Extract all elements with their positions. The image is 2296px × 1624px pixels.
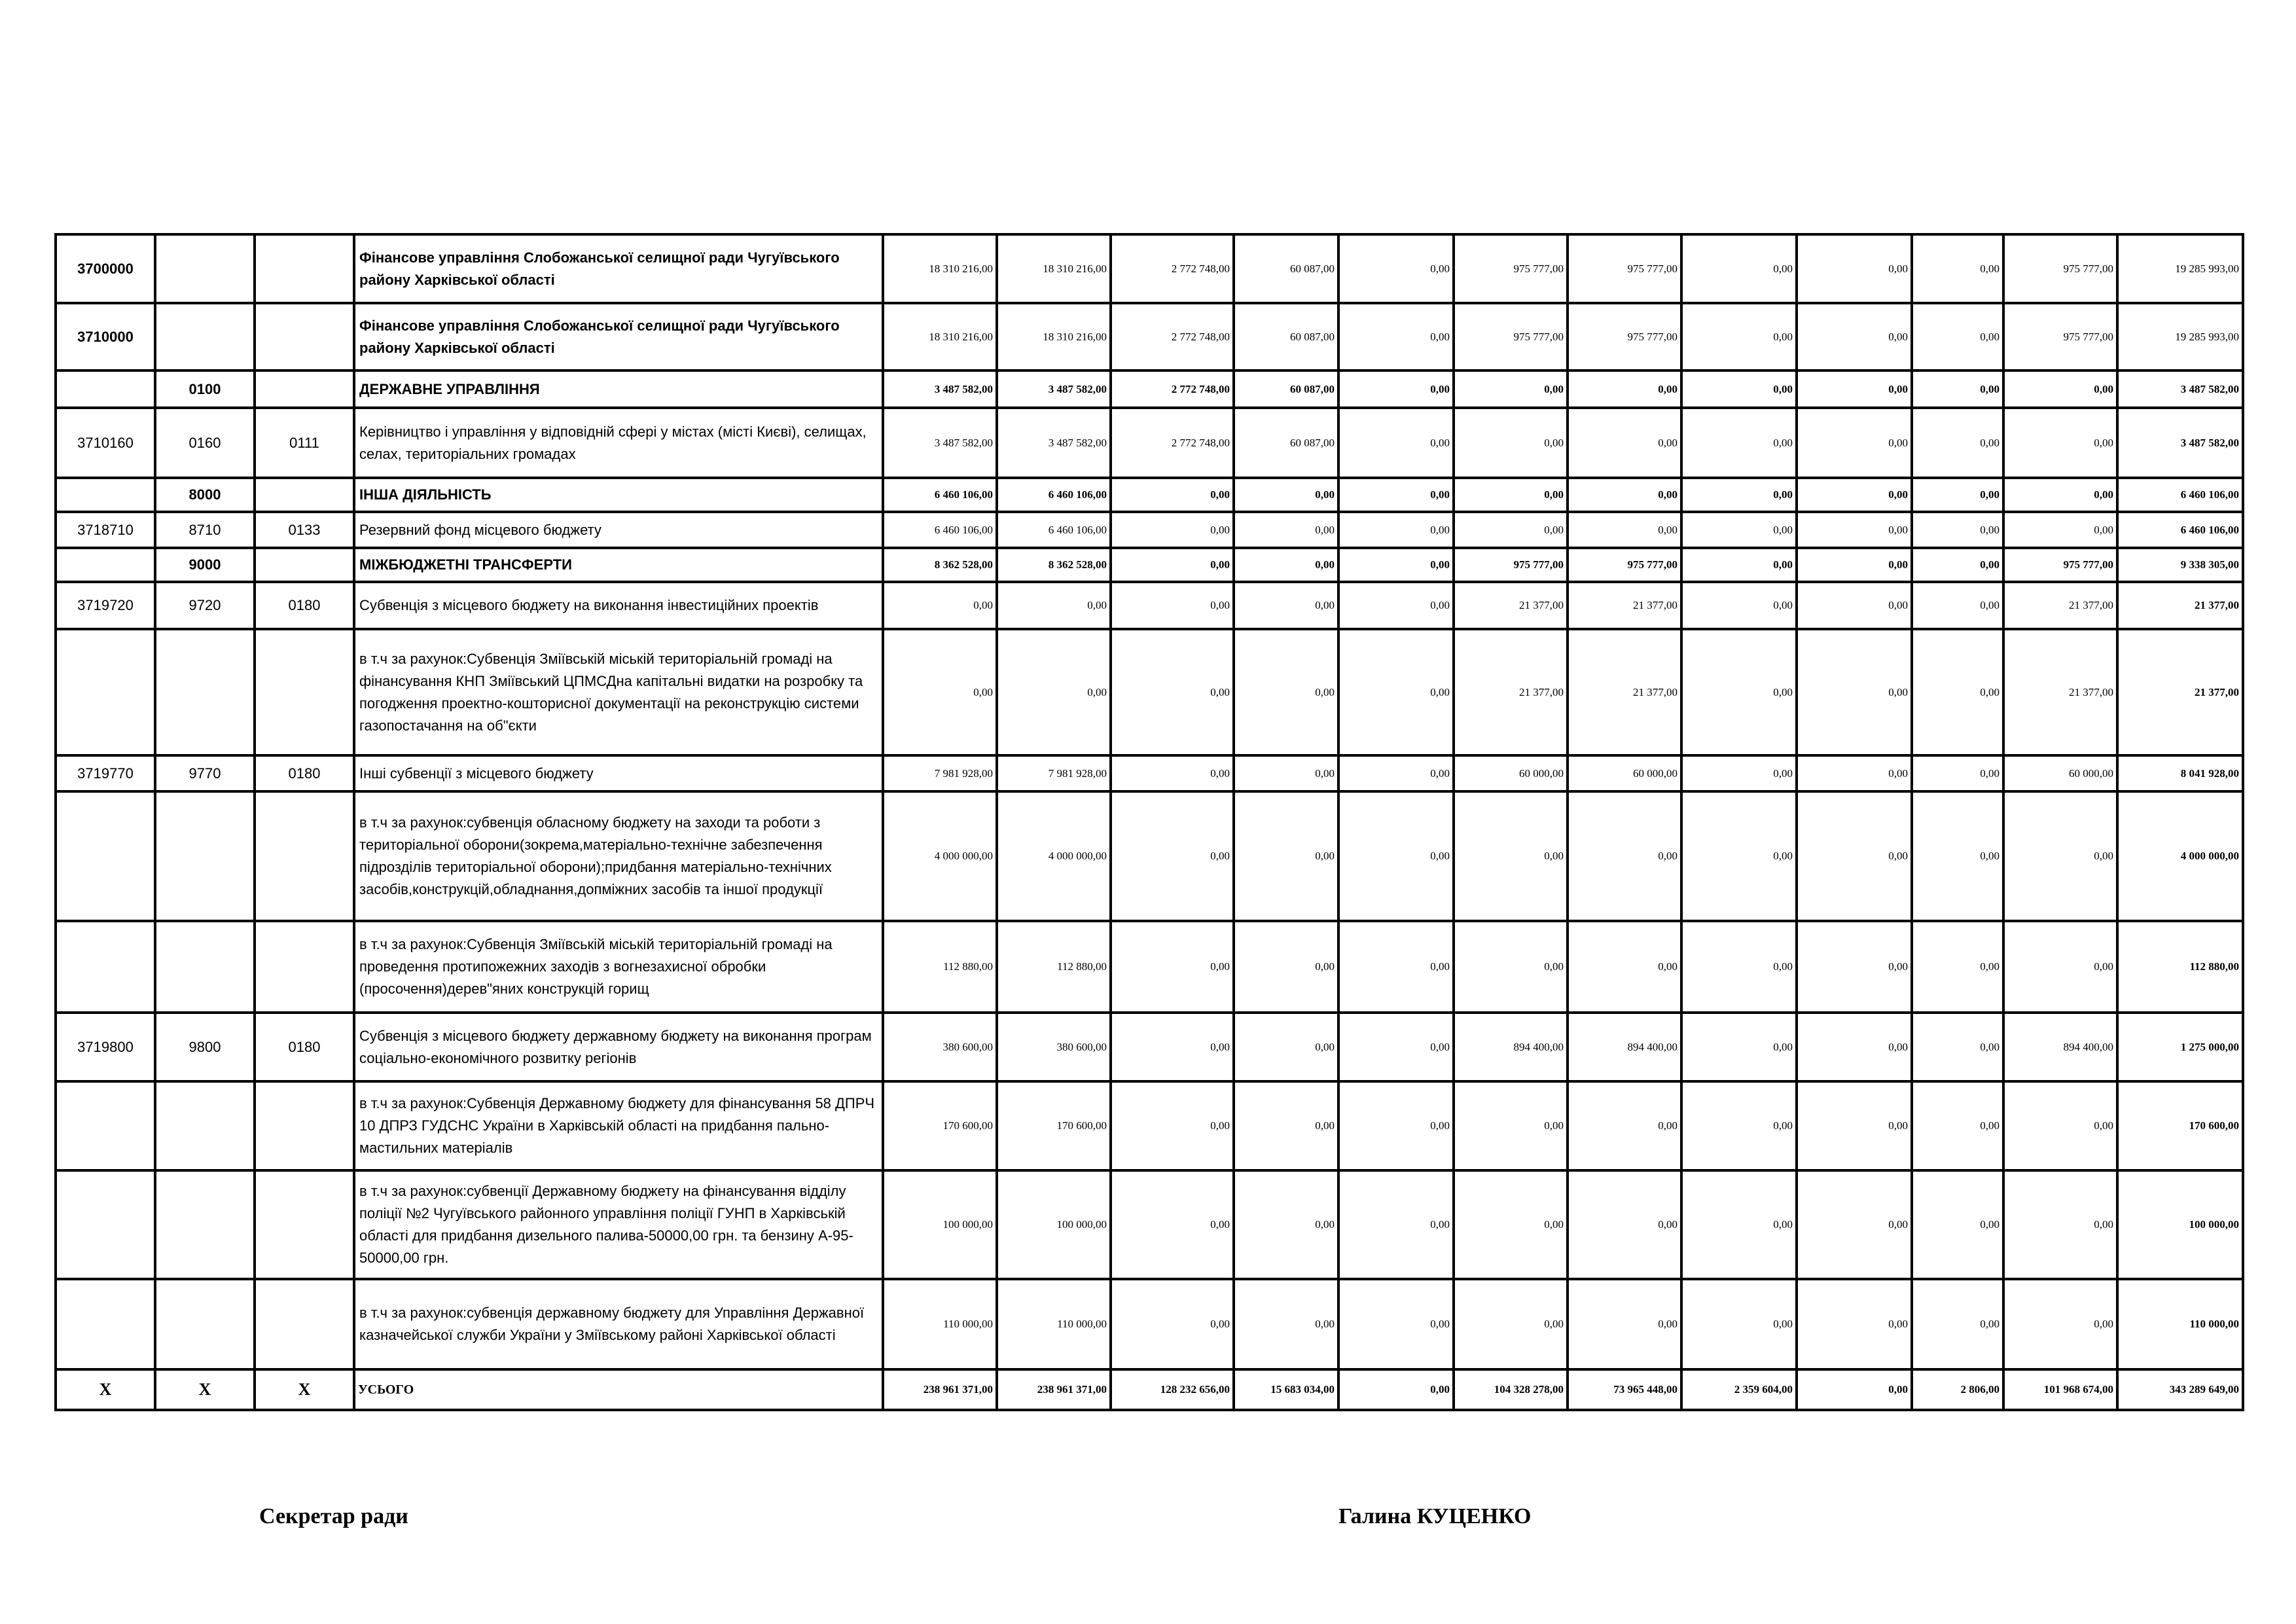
- cell-code1: 3710160: [56, 408, 155, 478]
- cell-amount: 0,00: [1234, 1279, 1338, 1369]
- cell-row-total: 19 285 993,00: [2117, 234, 2243, 303]
- cell-amount: 894 400,00: [2003, 1013, 2117, 1081]
- cell-amount: 0,00: [1454, 1279, 1568, 1369]
- cell-code2: 9800: [155, 1013, 255, 1081]
- cell-description: Резервний фонд місцевого бюджету: [354, 512, 883, 548]
- cell-total-amount: 15 683 034,00: [1234, 1369, 1338, 1410]
- cell-amount: 0,00: [1681, 303, 1797, 370]
- cell-code2: [155, 1170, 255, 1279]
- cell-amount: 18 310 216,00: [997, 303, 1111, 370]
- cell-code2: 8000: [155, 478, 255, 512]
- cell-amount: 110 000,00: [883, 1279, 997, 1369]
- cell-amount: 0,00: [1912, 478, 2003, 512]
- cell-amount: 0,00: [1912, 1081, 2003, 1170]
- cell-description: в т.ч за рахунок:субвенція обласному бюджету на заходи та роботи з територіальної оборони(зокрема,матеріально-технічне забезпечення підрозділів територіальної оборони);придбання матеріально-технічних засобів,конструкцій,обладнання,допміжних засобів та іншої продукції: [354, 791, 883, 921]
- cell-amount: 0,00: [1912, 1013, 2003, 1081]
- cell-amount: 380 600,00: [997, 1013, 1111, 1081]
- table-row: [56, 1081, 2243, 1170]
- signature-name: Галина КУЦЕНКО: [1338, 1504, 1532, 1528]
- cell-amount: 0,00: [2003, 408, 2117, 478]
- cell-total-amount: 2 806,00: [1912, 1369, 2003, 1410]
- cell-amount: 0,00: [1797, 234, 1912, 303]
- cell-amount: 894 400,00: [1454, 1013, 1568, 1081]
- cell-amount: 0,00: [1338, 791, 1454, 921]
- cell-amount: 60 087,00: [1234, 234, 1338, 303]
- cell-code3: [255, 234, 354, 303]
- table-row: [56, 1013, 2243, 1081]
- cell-description: Керівництво і управління у відповідній сфері у містах (місті Києві), селищах, селах, територіальних громадах: [354, 408, 883, 478]
- cell-row-total: 19 285 993,00: [2117, 303, 2243, 370]
- cell-amount: 894 400,00: [1568, 1013, 1681, 1081]
- cell-code2: 9000: [155, 548, 255, 582]
- cell-amount: 60 000,00: [1454, 755, 1568, 791]
- cell-description: в т.ч за рахунок:Субвенція Державному бюджету для фінансування 58 ДПРЧ 10 ДПРЗ ГУДСНС України в Харківській області на придбання пально-мастильних матеріалів: [354, 1081, 883, 1170]
- cell-row-total: 9 338 305,00: [2117, 548, 2243, 582]
- cell-amount: 0,00: [1111, 1170, 1234, 1279]
- cell-amount: 0,00: [2003, 1081, 2117, 1170]
- cell-amount: 975 777,00: [2003, 548, 2117, 582]
- cell-amount: 0,00: [1111, 921, 1234, 1013]
- cell-amount: 3 487 582,00: [997, 370, 1111, 408]
- cell-amount: 0,00: [1797, 582, 1912, 629]
- cell-amount: 0,00: [2003, 512, 2117, 548]
- table-row: [56, 755, 2243, 791]
- cell-description: Субвенція з місцевого бюджету державному бюджету на виконання програм соціально-економічного розвитку регіонів: [354, 1013, 883, 1081]
- cell-amount: 0,00: [1681, 1013, 1797, 1081]
- cell-amount: 0,00: [1912, 370, 2003, 408]
- cell-total-amount: 101 968 674,00: [2003, 1369, 2117, 1410]
- cell-amount: 975 777,00: [2003, 303, 2117, 370]
- cell-amount: 0,00: [1234, 629, 1338, 755]
- cell-amount: 0,00: [1912, 1170, 2003, 1279]
- cell-amount: 0,00: [1912, 1279, 2003, 1369]
- cell-description: ІНША ДІЯЛЬНІСТЬ: [354, 478, 883, 512]
- cell-amount: 6 460 106,00: [883, 512, 997, 548]
- cell-code2: [155, 629, 255, 755]
- cell-amount: 21 377,00: [2003, 629, 2117, 755]
- cell-amount: 60 000,00: [1568, 755, 1681, 791]
- cell-amount: 975 777,00: [2003, 234, 2117, 303]
- cell-code1: [56, 478, 155, 512]
- cell-amount: 8 362 528,00: [997, 548, 1111, 582]
- cell-amount: 60 087,00: [1234, 408, 1338, 478]
- cell-row-total: 100 000,00: [2117, 1170, 2243, 1279]
- cell-total-amount: 0,00: [1338, 1369, 1454, 1410]
- cell-code3: [255, 478, 354, 512]
- cell-amount: 0,00: [1568, 370, 1681, 408]
- table-row: [56, 921, 2243, 1013]
- cell-amount: 0,00: [1454, 1170, 1568, 1279]
- table-row: [56, 1170, 2243, 1279]
- cell-description: Фінансове управління Слобожанської селищної ради Чугуївського району Харківської області: [354, 303, 883, 370]
- table-row: [56, 408, 2243, 478]
- cell-total-amount: 104 328 278,00: [1454, 1369, 1568, 1410]
- table-row: [56, 234, 2243, 303]
- cell-code2: [155, 1081, 255, 1170]
- cell-code2: [155, 303, 255, 370]
- cell-row-total: 6 460 106,00: [2117, 512, 2243, 548]
- cell-row-total: 21 377,00: [2117, 629, 2243, 755]
- cell-amount: 18 310 216,00: [883, 234, 997, 303]
- cell-description: в т.ч за рахунок:субвенція державному бюджету для Управління Державної казначейської служби України у Зміївському районі Харківської області: [354, 1279, 883, 1369]
- cell-row-total: 110 000,00: [2117, 1279, 2243, 1369]
- cell-amount: 112 880,00: [883, 921, 997, 1013]
- cell-amount: 2 772 748,00: [1111, 408, 1234, 478]
- cell-amount: 0,00: [1797, 408, 1912, 478]
- cell-amount: 0,00: [1568, 791, 1681, 921]
- cell-row-total: 112 880,00: [2117, 921, 2243, 1013]
- cell-amount: 0,00: [1234, 755, 1338, 791]
- cell-amount: 0,00: [1912, 629, 2003, 755]
- table-row: [56, 548, 2243, 582]
- cell-amount: 0,00: [1338, 582, 1454, 629]
- cell-row-total: 3 487 582,00: [2117, 408, 2243, 478]
- cell-amount: 6 460 106,00: [997, 512, 1111, 548]
- cell-amount: 0,00: [1111, 548, 1234, 582]
- cell-code1: [56, 370, 155, 408]
- cell-code1: [56, 921, 155, 1013]
- cell-code3: 0180: [255, 582, 354, 629]
- cell-code3: [255, 629, 354, 755]
- cell-total-x3: Х: [255, 1369, 354, 1410]
- cell-amount: 0,00: [1338, 921, 1454, 1013]
- cell-amount: 6 460 106,00: [883, 478, 997, 512]
- cell-amount: 0,00: [1338, 234, 1454, 303]
- cell-amount: 0,00: [1454, 921, 1568, 1013]
- cell-amount: 0,00: [1681, 1081, 1797, 1170]
- cell-amount: 0,00: [1912, 791, 2003, 921]
- cell-amount: 0,00: [1234, 582, 1338, 629]
- cell-amount: 0,00: [1681, 1170, 1797, 1279]
- cell-amount: 0,00: [1568, 1081, 1681, 1170]
- cell-amount: 2 772 748,00: [1111, 303, 1234, 370]
- cell-amount: 21 377,00: [1568, 582, 1681, 629]
- cell-code1: 3700000: [56, 234, 155, 303]
- cell-amount: 0,00: [1338, 1170, 1454, 1279]
- table-row: [56, 303, 2243, 370]
- cell-amount: 0,00: [2003, 791, 2117, 921]
- cell-amount: 975 777,00: [1454, 234, 1568, 303]
- cell-amount: 0,00: [1338, 629, 1454, 755]
- cell-amount: 0,00: [1454, 408, 1568, 478]
- cell-amount: 0,00: [1454, 478, 1568, 512]
- cell-amount: 21 377,00: [1454, 629, 1568, 755]
- cell-code3: 0111: [255, 408, 354, 478]
- cell-amount: 21 377,00: [1568, 629, 1681, 755]
- cell-amount: 0,00: [1797, 1279, 1912, 1369]
- cell-amount: 60 000,00: [2003, 755, 2117, 791]
- cell-amount: 0,00: [1338, 303, 1454, 370]
- cell-code3: 0180: [255, 755, 354, 791]
- table-body: [56, 234, 2243, 1410]
- cell-amount: 0,00: [1568, 921, 1681, 1013]
- cell-code1: [56, 1170, 155, 1279]
- cell-amount: 0,00: [997, 629, 1111, 755]
- cell-amount: 6 460 106,00: [997, 478, 1111, 512]
- cell-amount: 2 772 748,00: [1111, 370, 1234, 408]
- table-row: [56, 370, 2243, 408]
- cell-code3: 0180: [255, 1013, 354, 1081]
- table-row: [56, 629, 2243, 755]
- cell-total-amount: 343 289 649,00: [2117, 1369, 2243, 1410]
- cell-amount: 0,00: [1338, 408, 1454, 478]
- cell-code1: 3719800: [56, 1013, 155, 1081]
- cell-amount: 0,00: [1681, 478, 1797, 512]
- cell-amount: 0,00: [1681, 408, 1797, 478]
- cell-row-total: 1 275 000,00: [2117, 1013, 2243, 1081]
- cell-description: МІЖБЮДЖЕТНІ ТРАНСФЕРТИ: [354, 548, 883, 582]
- cell-code3: [255, 1170, 354, 1279]
- cell-amount: 0,00: [2003, 478, 2117, 512]
- cell-amount: 0,00: [1681, 921, 1797, 1013]
- cell-code1: 3718710: [56, 512, 155, 548]
- cell-code1: 3719720: [56, 582, 155, 629]
- cell-amount: 0,00: [2003, 1170, 2117, 1279]
- cell-code1: 3710000: [56, 303, 155, 370]
- cell-amount: 0,00: [1568, 408, 1681, 478]
- cell-amount: 0,00: [1797, 370, 1912, 408]
- cell-code1: [56, 1081, 155, 1170]
- cell-row-total: 6 460 106,00: [2117, 478, 2243, 512]
- cell-code2: [155, 791, 255, 921]
- cell-amount: 0,00: [1797, 512, 1912, 548]
- cell-amount: 3 487 582,00: [883, 408, 997, 478]
- cell-code2: [155, 1279, 255, 1369]
- cell-amount: 100 000,00: [997, 1170, 1111, 1279]
- cell-code3: [255, 1279, 354, 1369]
- cell-amount: 0,00: [1234, 921, 1338, 1013]
- cell-amount: 0,00: [1912, 582, 2003, 629]
- cell-amount: 0,00: [883, 629, 997, 755]
- cell-amount: 100 000,00: [883, 1170, 997, 1279]
- cell-total-amount: 73 965 448,00: [1568, 1369, 1681, 1410]
- cell-description: в т.ч за рахунок:Субвенція Зміївській міській територіальній громаді на проведення протипожежних заходів з вогнезахисної обробки (просочення)дерев"яних конструкцій горищ: [354, 921, 883, 1013]
- cell-code2: 0100: [155, 370, 255, 408]
- cell-code2: 9720: [155, 582, 255, 629]
- cell-amount: 0,00: [1568, 512, 1681, 548]
- cell-row-total: 170 600,00: [2117, 1081, 2243, 1170]
- cell-amount: 0,00: [883, 582, 997, 629]
- cell-total-x2: Х: [155, 1369, 255, 1410]
- cell-amount: 0,00: [1338, 1081, 1454, 1170]
- cell-code3: 0133: [255, 512, 354, 548]
- cell-amount: 0,00: [1681, 582, 1797, 629]
- cell-amount: 0,00: [1797, 629, 1912, 755]
- cell-amount: 60 087,00: [1234, 303, 1338, 370]
- cell-amount: 170 600,00: [997, 1081, 1111, 1170]
- cell-description: ДЕРЖАВНЕ УПРАВЛІННЯ: [354, 370, 883, 408]
- table-row: [56, 512, 2243, 548]
- cell-amount: 0,00: [1797, 1013, 1912, 1081]
- cell-amount: 0,00: [1797, 755, 1912, 791]
- cell-amount: 7 981 928,00: [997, 755, 1111, 791]
- cell-amount: 0,00: [1912, 303, 2003, 370]
- cell-amount: 0,00: [1681, 629, 1797, 755]
- cell-amount: 0,00: [1338, 1279, 1454, 1369]
- cell-amount: 0,00: [1681, 791, 1797, 921]
- cell-total-x1: Х: [56, 1369, 155, 1410]
- cell-amount: 21 377,00: [1454, 582, 1568, 629]
- table-row: [56, 791, 2243, 921]
- budget-table: [54, 233, 2244, 1411]
- cell-amount: 380 600,00: [883, 1013, 997, 1081]
- cell-amount: 21 377,00: [2003, 582, 2117, 629]
- cell-amount: 60 087,00: [1234, 370, 1338, 408]
- cell-amount: 0,00: [1454, 791, 1568, 921]
- cell-amount: 0,00: [1912, 408, 2003, 478]
- cell-amount: 975 777,00: [1568, 234, 1681, 303]
- cell-code2: [155, 921, 255, 1013]
- cell-amount: 0,00: [1797, 478, 1912, 512]
- cell-description: Субвенція з місцевого бюджету на виконання інвестиційних проектів: [354, 582, 883, 629]
- cell-code3: [255, 303, 354, 370]
- cell-amount: 0,00: [1111, 1013, 1234, 1081]
- cell-amount: 3 487 582,00: [997, 408, 1111, 478]
- cell-amount: 0,00: [1111, 629, 1234, 755]
- cell-amount: 7 981 928,00: [883, 755, 997, 791]
- cell-total-amount: 2 359 604,00: [1681, 1369, 1797, 1410]
- cell-code2: [155, 234, 255, 303]
- cell-amount: 0,00: [1912, 921, 2003, 1013]
- table-total-row: [56, 1369, 2243, 1410]
- cell-amount: 0,00: [1234, 548, 1338, 582]
- cell-amount: 0,00: [1111, 582, 1234, 629]
- cell-row-total: 8 041 928,00: [2117, 755, 2243, 791]
- cell-amount: 0,00: [1234, 478, 1338, 512]
- cell-amount: 0,00: [1338, 755, 1454, 791]
- cell-amount: 0,00: [1338, 548, 1454, 582]
- cell-code2: 0160: [155, 408, 255, 478]
- cell-row-total: 3 487 582,00: [2117, 370, 2243, 408]
- signature-title: Секретар ради: [259, 1504, 408, 1528]
- cell-amount: 0,00: [1797, 791, 1912, 921]
- cell-amount: 0,00: [1111, 512, 1234, 548]
- cell-code3: [255, 921, 354, 1013]
- cell-amount: 3 487 582,00: [883, 370, 997, 408]
- cell-amount: 0,00: [1912, 234, 2003, 303]
- cell-amount: 0,00: [1797, 921, 1912, 1013]
- cell-amount: 0,00: [1338, 370, 1454, 408]
- cell-amount: 0,00: [1912, 755, 2003, 791]
- cell-amount: 0,00: [1111, 1279, 1234, 1369]
- cell-amount: 110 000,00: [997, 1279, 1111, 1369]
- cell-amount: 18 310 216,00: [883, 303, 997, 370]
- cell-amount: 0,00: [1234, 1081, 1338, 1170]
- cell-amount: 0,00: [1681, 234, 1797, 303]
- cell-amount: 0,00: [997, 582, 1111, 629]
- cell-total-label: УСЬОГО: [354, 1369, 883, 1410]
- cell-amount: 0,00: [1234, 1170, 1338, 1279]
- cell-amount: 0,00: [1681, 370, 1797, 408]
- cell-amount: 0,00: [2003, 370, 2117, 408]
- cell-amount: 0,00: [1797, 1081, 1912, 1170]
- cell-amount: 0,00: [1454, 512, 1568, 548]
- cell-amount: 18 310 216,00: [997, 234, 1111, 303]
- cell-amount: 975 777,00: [1568, 303, 1681, 370]
- cell-amount: 0,00: [1111, 791, 1234, 921]
- cell-amount: 0,00: [1111, 755, 1234, 791]
- cell-code3: [255, 1081, 354, 1170]
- cell-amount: 4 000 000,00: [883, 791, 997, 921]
- cell-amount: 0,00: [1797, 548, 1912, 582]
- cell-amount: 0,00: [1681, 755, 1797, 791]
- table-row: [56, 582, 2243, 629]
- table-row: [56, 478, 2243, 512]
- cell-amount: 0,00: [1681, 512, 1797, 548]
- cell-description: в т.ч за рахунок:Субвенція Зміївській міській територіальній громаді на фінансування КНП Зміївський ЦПМСДна капітальні видатки на розробку та погодження проектно-кошторисної документації на реконструкцію системи газопостачання на об"єкти: [354, 629, 883, 755]
- cell-amount: 0,00: [2003, 1279, 2117, 1369]
- cell-amount: 975 777,00: [1454, 303, 1568, 370]
- cell-amount: 0,00: [1568, 478, 1681, 512]
- cell-code1: 3719770: [56, 755, 155, 791]
- cell-amount: 0,00: [1234, 512, 1338, 548]
- cell-amount: 0,00: [1797, 303, 1912, 370]
- cell-amount: 4 000 000,00: [997, 791, 1111, 921]
- cell-description: Інші субвенції з місцевого бюджету: [354, 755, 883, 791]
- cell-code3: [255, 791, 354, 921]
- cell-total-amount: 128 232 656,00: [1111, 1369, 1234, 1410]
- cell-amount: 0,00: [1234, 1013, 1338, 1081]
- cell-code1: [56, 1279, 155, 1369]
- cell-amount: 0,00: [1797, 1170, 1912, 1279]
- cell-code1: [56, 791, 155, 921]
- cell-amount: 2 772 748,00: [1111, 234, 1234, 303]
- cell-amount: 0,00: [1338, 512, 1454, 548]
- cell-amount: 0,00: [1454, 1081, 1568, 1170]
- cell-amount: 0,00: [1912, 512, 2003, 548]
- cell-amount: 975 777,00: [1454, 548, 1568, 582]
- cell-total-amount: 238 961 371,00: [883, 1369, 997, 1410]
- cell-total-amount: 238 961 371,00: [997, 1369, 1111, 1410]
- cell-amount: 0,00: [1338, 1013, 1454, 1081]
- cell-amount: 0,00: [1234, 791, 1338, 921]
- cell-row-total: 4 000 000,00: [2117, 791, 2243, 921]
- cell-amount: 0,00: [1111, 478, 1234, 512]
- cell-amount: 0,00: [1454, 370, 1568, 408]
- cell-amount: 975 777,00: [1568, 548, 1681, 582]
- cell-amount: 0,00: [1681, 548, 1797, 582]
- cell-code1: [56, 629, 155, 755]
- cell-row-total: 21 377,00: [2117, 582, 2243, 629]
- cell-amount: 0,00: [2003, 921, 2117, 1013]
- cell-amount: 0,00: [1568, 1170, 1681, 1279]
- cell-code1: [56, 548, 155, 582]
- cell-code2: 8710: [155, 512, 255, 548]
- cell-total-amount: 0,00: [1797, 1369, 1912, 1410]
- cell-amount: 170 600,00: [883, 1081, 997, 1170]
- cell-amount: 0,00: [1681, 1279, 1797, 1369]
- cell-amount: 0,00: [1111, 1081, 1234, 1170]
- cell-amount: 0,00: [1338, 478, 1454, 512]
- cell-code3: [255, 370, 354, 408]
- cell-amount: 0,00: [1912, 548, 2003, 582]
- table-row: [56, 1279, 2243, 1369]
- cell-amount: 8 362 528,00: [883, 548, 997, 582]
- cell-description: Фінансове управління Слобожанської селищної ради Чугуївського району Харківської області: [354, 234, 883, 303]
- cell-code2: 9770: [155, 755, 255, 791]
- cell-description: в т.ч за рахунок:субвенції Державному бюджету на фінансування відділу поліції №2 Чугуївського районного управління поліції ГУНП в Харківській області для придбання дизельного палива-50000,00 грн. та бензину А-95-50000,00 грн.: [354, 1170, 883, 1279]
- cell-code3: [255, 548, 354, 582]
- cell-amount: 112 880,00: [997, 921, 1111, 1013]
- cell-amount: 0,00: [1568, 1279, 1681, 1369]
